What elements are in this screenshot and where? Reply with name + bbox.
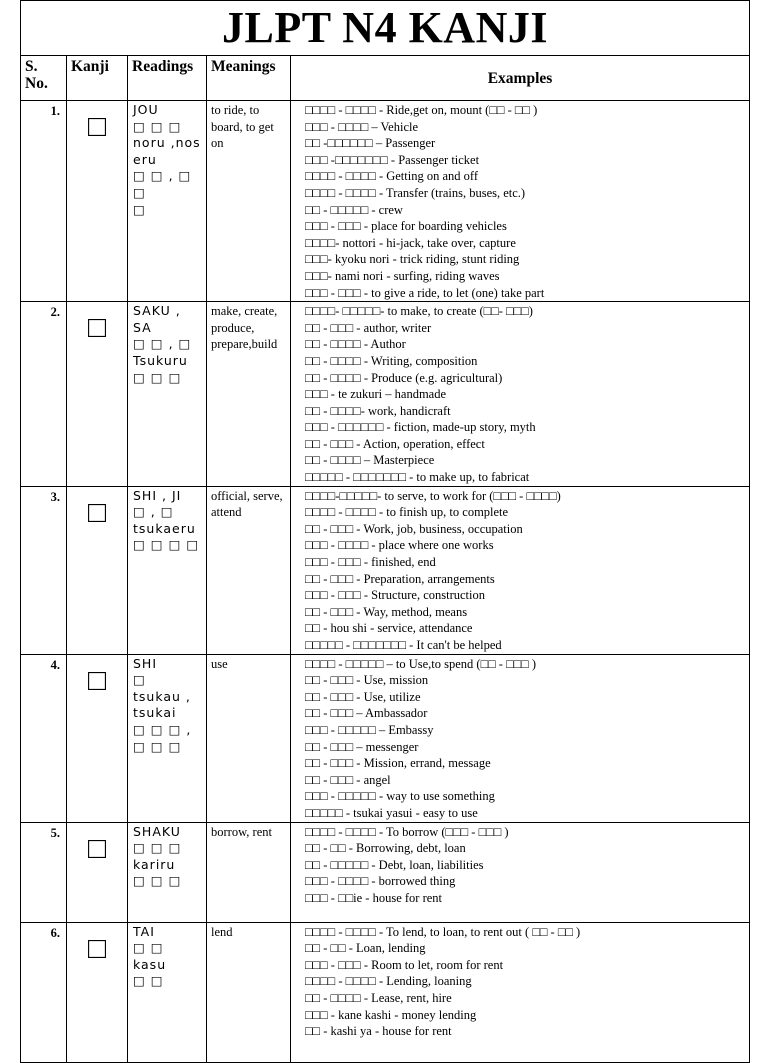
example-line: □□ - □□□ - Use, mission xyxy=(305,673,429,688)
reading-line: □ □ , □ xyxy=(133,336,192,352)
reading-line: □ xyxy=(133,672,146,688)
row-number: 4. xyxy=(21,654,67,822)
example-line: □□□ - □□□ - to give a ride, to let (one) take part xyxy=(305,285,545,300)
kanji-glyph: □ xyxy=(67,486,128,654)
meanings-cell: to ride, to board, to get on xyxy=(207,101,291,302)
meanings-cell: official, serve, attend xyxy=(207,486,291,654)
row-number: 6. xyxy=(21,922,67,1062)
reading-line: □ □ □ xyxy=(133,118,182,134)
example-line: □□ - □□□□- work, handicraft xyxy=(305,403,451,418)
examples-cell xyxy=(291,302,750,487)
row-number: 3. xyxy=(21,486,67,654)
readings-cell xyxy=(128,486,207,654)
example-line: □□ - □□□□□ - Debt, loan, liabilities xyxy=(305,857,484,872)
example-line: □□□□ - □□□□ - Lending, loaning xyxy=(305,974,472,989)
reading-line: □ □ □ xyxy=(133,873,182,889)
reading-line: JOU xyxy=(133,102,159,117)
reading-line: eru xyxy=(133,151,157,167)
kanji-glyph: □ xyxy=(67,922,128,1062)
examples-cell xyxy=(291,101,750,302)
header-row xyxy=(21,56,750,101)
example-line: □□□ - □□□□ - borrowed thing xyxy=(305,874,456,889)
example-line: □□□□ - □□□□ - To lend, to loan, to rent out ( □□ - □□ ) xyxy=(305,924,581,939)
meanings-cell: lend xyxy=(207,922,291,1062)
header-meanings: Meanings xyxy=(207,56,291,101)
example-line: □□ - □□ - Loan, lending xyxy=(305,941,426,956)
example-line: □□□□-□□□□□- to serve, to work for (□□□ - □□□□) xyxy=(305,488,561,503)
page-title: JLPT N4 KANJI xyxy=(222,3,548,52)
example-line: □□□□□ - □□□□□□□ - to make up, to fabricat xyxy=(305,470,530,485)
example-line: □□□ - □□ie - house for rent xyxy=(305,890,443,905)
header-sno: S. No. xyxy=(21,56,67,101)
example-line: □□ - □□□ - Preparation, arrangements xyxy=(305,571,495,586)
reading-line: kasu xyxy=(133,956,167,972)
reading-line: SHI xyxy=(133,655,158,671)
reading-line: □ □ □ xyxy=(133,840,182,856)
example-line: □□ - □□□□ - Author xyxy=(305,337,406,352)
table-row xyxy=(21,486,750,654)
example-line: □□ - □□□ - author, writer xyxy=(305,320,432,335)
meanings-cell: borrow, rent xyxy=(207,822,291,922)
readings-cell xyxy=(128,822,207,922)
examples-cell xyxy=(291,822,750,922)
row-number: 2. xyxy=(21,302,67,487)
example-line: □□ - □□□□ - Writing, composition xyxy=(305,353,478,368)
reading-line: SAKU , xyxy=(133,303,181,319)
reading-line: SA xyxy=(133,319,152,335)
table-body xyxy=(21,101,750,1063)
readings-cell xyxy=(128,654,207,822)
header-kanji: Kanji xyxy=(67,56,128,101)
example-line: □□ -□□□□□□ – Passenger xyxy=(305,136,436,151)
title-cell xyxy=(21,1,750,56)
reading-line: □ xyxy=(133,201,146,217)
kanji-glyph: □ xyxy=(67,302,128,487)
kanji-glyph: □ xyxy=(67,654,128,822)
example-line: □□□ - □□□□□ – Embassy xyxy=(305,722,434,737)
reading-line: □ □ , □ □ xyxy=(133,168,192,200)
examples-cell xyxy=(291,922,750,1062)
example-line: □□□ - □□□□□□ - fiction, made-up story, myth xyxy=(305,420,536,435)
reading-line: tsukaeru xyxy=(133,520,196,536)
meanings-cell: use xyxy=(207,654,291,822)
document-page xyxy=(20,0,748,1063)
example-line: □□□ - te zukuri – handmade xyxy=(305,387,447,402)
row-number: 1. xyxy=(21,101,67,302)
table-row xyxy=(21,101,750,302)
kanji-glyph: □ xyxy=(67,101,128,302)
example-line: □□ - □□□ – messenger xyxy=(305,739,419,754)
reading-line: SHI , JI xyxy=(133,487,182,503)
reading-line: □ □ xyxy=(133,940,164,956)
example-line: □□□□□ - tsukai yasui - easy to use xyxy=(305,805,478,820)
reading-line: tsukau , xyxy=(133,688,191,704)
table-row xyxy=(21,302,750,487)
example-line: □□□ - □□□ - Structure, construction xyxy=(305,588,485,603)
example-line: □□ - hou shi - service, attendance xyxy=(305,621,473,636)
reading-line: kariru xyxy=(133,856,176,872)
example-line: □□ - □□□□ - Produce (e.g. agricultural) xyxy=(305,370,503,385)
kanji-table xyxy=(20,0,750,1063)
example-line: □□□ -□□□□□□□ - Passenger ticket xyxy=(305,152,480,167)
example-line: □□ - □□□ - Mission, errand, message xyxy=(305,756,491,771)
example-line: □□□□ - □□□□□ – to Use,to spend (□□ - □□□ ) xyxy=(305,656,537,671)
example-line: □□□ - □□□ - place for boarding vehicles xyxy=(305,219,507,234)
example-line: □□ - □□□ - Way, method, means xyxy=(305,604,468,619)
example-line: □□□ - □□□□ – Vehicle xyxy=(305,119,419,134)
reading-line: TAI xyxy=(133,923,155,939)
reading-line: □ □ □ □ xyxy=(133,537,200,553)
reading-line: □ , □ xyxy=(133,504,174,520)
reading-line: □ □ □ xyxy=(133,369,182,385)
readings-cell xyxy=(128,101,207,302)
example-line: □□ - □□□ - Action, operation, effect xyxy=(305,436,485,451)
example-line: □□□□ - □□□□ - Ride,get on, mount (□□ - □□ ) xyxy=(305,103,538,117)
example-line: □□ - kashi ya - house for rent xyxy=(305,1024,452,1039)
row-number: 5. xyxy=(21,822,67,922)
example-line: □□□ - □□□□□ - way to use something xyxy=(305,789,495,804)
example-line: □□□ - □□□□ - place where one works xyxy=(305,538,494,553)
table-row xyxy=(21,922,750,1062)
reading-line: tsukai xyxy=(133,705,177,721)
example-line: □□ - □□□ - Work, job, business, occupation xyxy=(305,521,523,536)
example-line: □□□ - □□□ - finished, end xyxy=(305,555,436,570)
reading-line: SHAKU xyxy=(133,823,181,839)
reading-line: □ □ □ xyxy=(133,738,182,754)
examples-cell xyxy=(291,486,750,654)
example-line: □□ - □□□ – Ambassador xyxy=(305,706,428,721)
example-line: □□□ - □□□ - Room to let, room for rent xyxy=(305,957,504,972)
example-line: □□□□ - □□□□ - Transfer (trains, buses, etc.) xyxy=(305,185,526,200)
title-row xyxy=(21,1,750,56)
examples-cell xyxy=(291,654,750,822)
example-line: □□ - □□ - Borrowing, debt, loan xyxy=(305,841,466,856)
readings-cell xyxy=(128,302,207,487)
example-line: □□□□ - □□□□ - To borrow (□□□ - □□□ ) xyxy=(305,824,509,839)
meanings-cell: make, create, produce, prepare,build xyxy=(207,302,291,487)
reading-line: noru ,nos xyxy=(133,135,201,151)
readings-cell xyxy=(128,922,207,1062)
example-line: □□ - □□□ - Use, utilize xyxy=(305,689,421,704)
header-examples: Examples xyxy=(291,56,750,101)
example-line: □□□ - kane kashi - money lending xyxy=(305,1007,477,1022)
reading-line: □ □ xyxy=(133,973,164,989)
table-row xyxy=(21,654,750,822)
example-line: □□□□□ - □□□□□□□ - It can't be helped xyxy=(305,638,502,652)
example-line: □□□- kyoku nori - trick riding, stunt riding xyxy=(305,252,520,267)
example-line: □□□□- □□□□□- to make, to create (□□- □□□) xyxy=(305,304,533,319)
example-line: □□ - □□□□ - Lease, rent, hire xyxy=(305,990,452,1005)
example-line: □□ - □□□□ – Masterpiece xyxy=(305,453,435,468)
example-line: □□□□ - □□□□ - Getting on and off xyxy=(305,169,478,184)
example-line: □□□□- nottori - hi-jack, take over, capture xyxy=(305,235,516,250)
reading-line: Tsukuru xyxy=(133,352,188,368)
kanji-glyph: □ xyxy=(67,822,128,922)
example-line: □□ - □□□ - angel xyxy=(305,772,391,787)
header-readings: Readings xyxy=(128,56,207,101)
example-line: □□ - □□□□□ - crew xyxy=(305,202,403,217)
example-line: □□□- nami nori - surfing, riding waves xyxy=(305,268,500,283)
reading-line: □ □ □ , xyxy=(133,721,192,737)
example-line: □□□□ - □□□□ - to finish up, to complete xyxy=(305,505,509,520)
table-row xyxy=(21,822,750,922)
